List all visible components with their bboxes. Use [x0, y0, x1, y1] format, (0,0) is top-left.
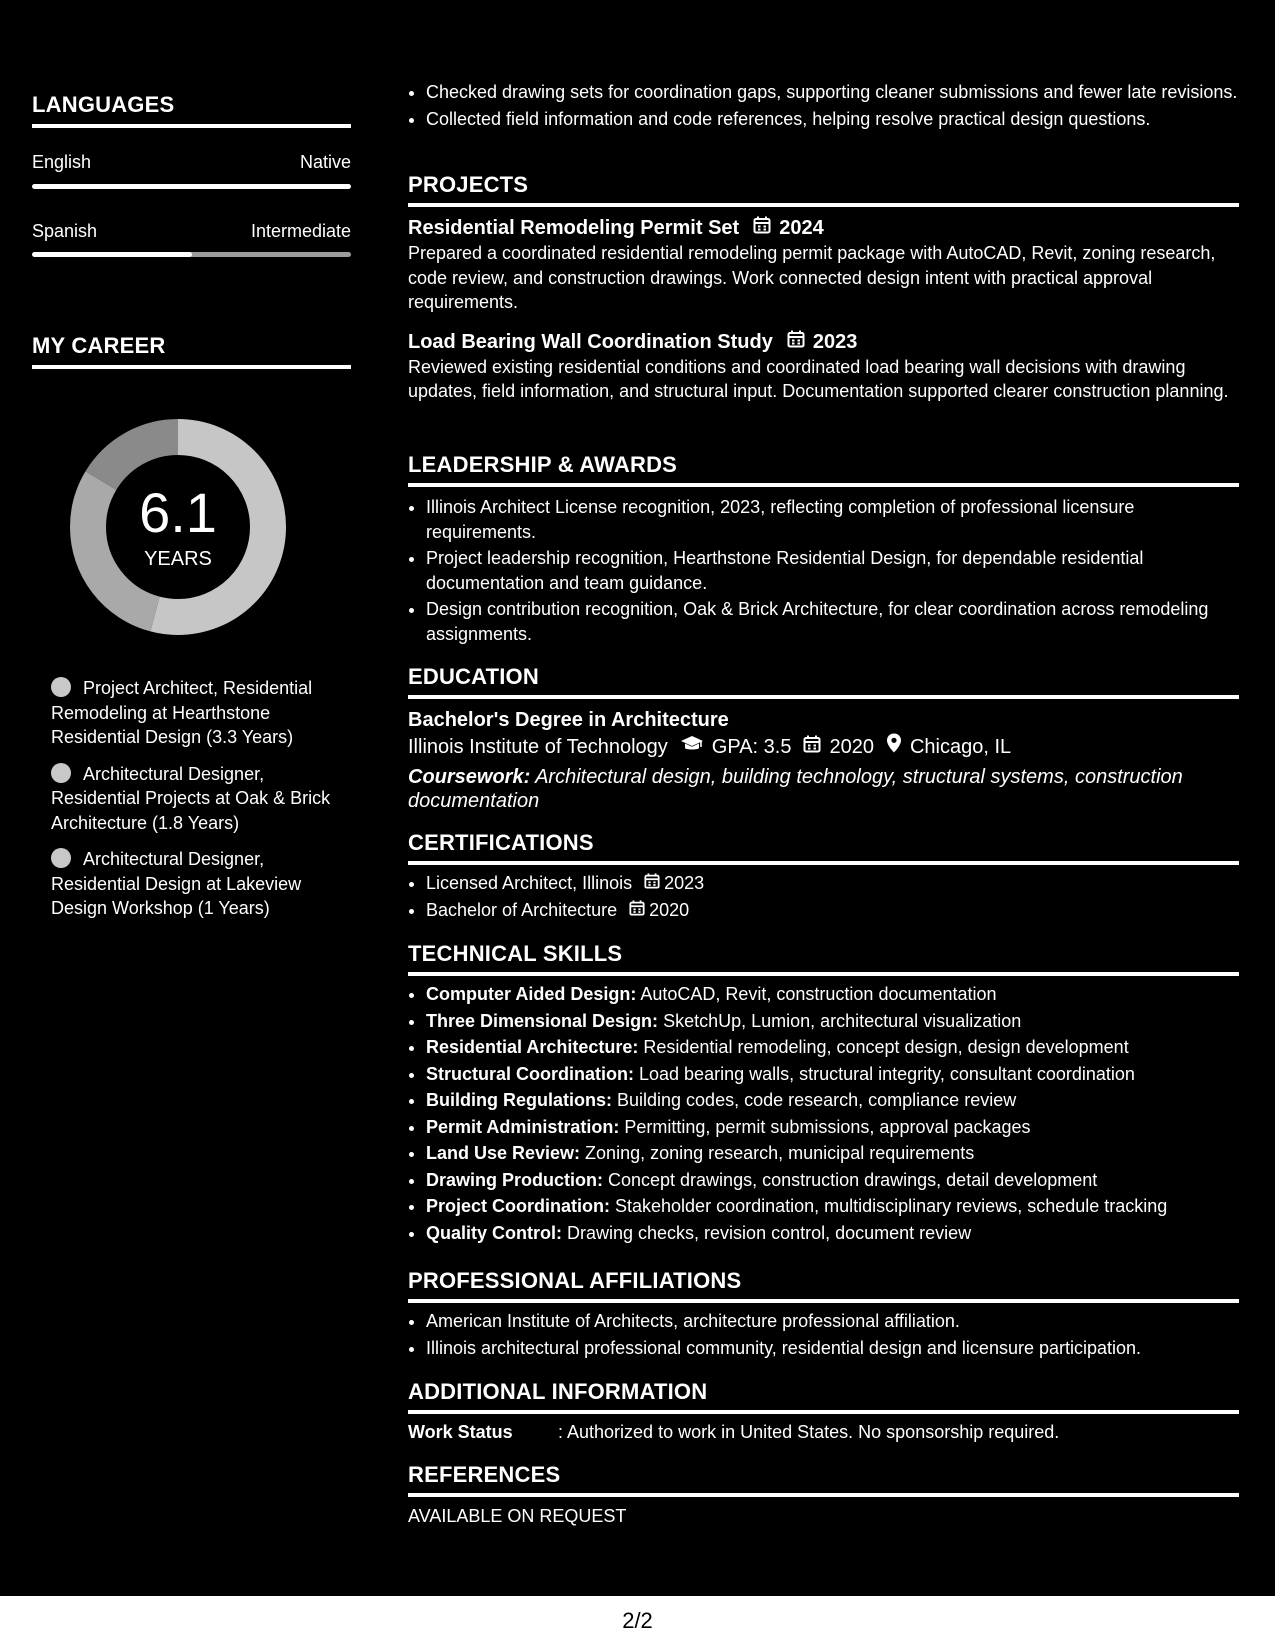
section-title: PROJECTS	[408, 172, 1239, 207]
career-item: Project Architect, Residential Remodeling at Hearthstone Residential Design (3.3 Years)	[51, 678, 313, 747]
project-description: Reviewed existing residential conditions and coordinated load bearing wall decisions with drawing updates, field information, and structural input. Documentation supported clearer construction planning.	[408, 356, 1229, 401]
list-item	[426, 898, 1239, 923]
education-details	[408, 733, 1239, 761]
calendar-icon	[753, 215, 771, 241]
section-title: PROFESSIONAL AFFILIATIONS	[408, 1268, 1239, 1303]
language-name: English	[32, 152, 92, 172]
section-title: TECHNICAL SKILLS	[408, 941, 1239, 976]
education-section	[408, 664, 1239, 813]
certification-name: • Bachelor of Architecture	[426, 899, 618, 920]
skill-item: • Computer Aided Design: AutoCAD, Revit, construction documentation	[426, 982, 1239, 1007]
affiliations-section	[408, 1268, 1239, 1362]
calendar-icon	[803, 733, 821, 761]
skill-item: • Structural Coordination: Load bearing walls, structural integrity, consultant coordination	[426, 1062, 1239, 1087]
project-entry	[408, 329, 1239, 404]
project-name: Load Bearing Wall Coordination Study	[408, 330, 773, 353]
list-item: • Project leadership recognition, Hearthstone Residential Design, for dependable residential documentation and team guidance.	[426, 546, 1239, 595]
project-year: 2023	[812, 330, 858, 353]
career-total-years: 6.1	[139, 481, 217, 544]
skill-item: • Residential Architecture: Residential remodeling, concept design, design development	[426, 1035, 1239, 1060]
language-proficiency-fill	[32, 252, 192, 257]
skill-item: • Building Regulations: Building codes, code research, compliance review	[426, 1088, 1239, 1113]
language-proficiency-bar	[32, 184, 351, 189]
career-item: Architectural Designer, Residential Design at Lakeview Design Workshop (1 Years)	[51, 849, 302, 918]
language-proficiency-fill	[32, 184, 351, 189]
language-level: Intermediate	[250, 221, 351, 241]
section-title: CERTIFICATIONS	[408, 830, 1239, 865]
school-location: Chicago, IL	[909, 736, 1012, 758]
skill-item: • Project Coordination: Stakeholder coordination, multidisciplinary reviews, schedule tracking	[426, 1194, 1239, 1219]
graduation-year: 2020	[829, 736, 874, 758]
coursework-label: Coursework:	[408, 766, 531, 788]
career-total-unit: YEARS	[144, 548, 212, 570]
career-heading: MY CAREER	[32, 333, 351, 369]
skill-item: • Quality Control: Drawing checks, revision control, document review	[426, 1221, 1239, 1246]
list-item: • Illinois architectural professional community, residential design and licensure participation.	[426, 1336, 1239, 1361]
section-title: REFERENCES	[408, 1462, 1239, 1497]
project-description: Prepared a coordinated residential remodeling permit package with AutoCAD, Revit, zoning research, code review, and construction drawings. Work connected design intent with practical approval requirements.	[408, 243, 1216, 312]
list-item: • Collected field information and code references, helping resolve practical design questions.	[426, 107, 1239, 132]
bullet-dot-icon	[51, 677, 71, 697]
skill-item: • Three Dimensional Design: SketchUp, Lumion, architectural visualization	[426, 1009, 1239, 1034]
list-item: • American Institute of Architects, architecture professional affiliation.	[426, 1309, 1239, 1334]
career-donut-chart	[66, 415, 290, 639]
list-item: • Design contribution recognition, Oak & Brick Architecture, for clear coordination across remodeling assignments.	[426, 597, 1239, 646]
projects-section	[408, 172, 1239, 404]
graduation-cap-icon	[680, 733, 704, 761]
skill-item: • Permit Administration: Permitting, permit submissions, approval packages	[426, 1115, 1239, 1140]
list-item: • Checked drawing sets for coordination gaps, supporting cleaner submissions and fewer late revisions.	[426, 80, 1239, 105]
career-list	[51, 676, 341, 933]
work-status-value: : Authorized to work in United States. No sponsorship required.	[558, 1422, 1060, 1442]
language-name: Spanish	[32, 221, 98, 241]
coursework-list: Architectural design, building technology, structural systems, construction documentation	[408, 766, 1183, 812]
skills-list	[408, 982, 1239, 1245]
language-row	[32, 221, 351, 242]
references-section	[408, 1462, 1239, 1527]
certifications-section	[408, 830, 1239, 924]
page-footer	[0, 1596, 1275, 1650]
career-item: Architectural Designer, Residential Projects at Oak & Brick Architecture (1.8 Years)	[51, 763, 331, 833]
section-title: LEADERSHIP & AWARDS	[408, 452, 1239, 487]
leadership-section	[408, 452, 1239, 648]
language-level: Native	[299, 152, 351, 172]
page-number: 2/2	[622, 1608, 653, 1633]
work-status-label: Work Status	[408, 1422, 513, 1442]
section-title: EDUCATION	[408, 664, 1239, 699]
calendar-icon	[787, 329, 805, 355]
languages-heading: LANGUAGES	[32, 92, 351, 128]
certification-name: • Licensed Architect, Illinois	[426, 873, 633, 893]
additional-information-section	[408, 1379, 1239, 1443]
project-entry	[408, 215, 1239, 315]
language-row	[32, 152, 351, 173]
coursework	[408, 765, 1239, 813]
bullet-dot-icon	[51, 848, 71, 868]
location-pin-icon	[886, 733, 902, 761]
gpa: GPA: 3.5	[711, 736, 792, 758]
list-item	[426, 871, 1239, 896]
language-proficiency-bar	[32, 252, 351, 257]
certification-year: 2023	[664, 873, 705, 893]
project-name: Residential Remodeling Permit Set	[408, 217, 740, 239]
calendar-icon	[644, 871, 660, 896]
skill-item: • Land Use Review: Zoning, zoning research, municipal requirements	[426, 1141, 1239, 1166]
technical-skills-section	[408, 941, 1239, 1247]
list-item: • Illinois Architect License recognition, 2023, reflecting completion of professional licensure requirements.	[426, 495, 1239, 544]
school-name: Illinois Institute of Technology	[408, 736, 668, 758]
certification-year: 2020	[649, 899, 690, 920]
references-text: AVAILABLE ON REQUEST	[408, 1506, 627, 1526]
skill-item: • Drawing Production: Concept drawings, construction drawings, detail development	[426, 1168, 1239, 1193]
bullet-dot-icon	[51, 763, 71, 783]
experience-continuation	[408, 80, 1239, 133]
section-title: ADDITIONAL INFORMATION	[408, 1379, 1239, 1414]
project-year: 2024	[779, 217, 824, 239]
calendar-icon	[629, 898, 645, 923]
degree-title: Bachelor's Degree in Architecture	[408, 709, 729, 731]
